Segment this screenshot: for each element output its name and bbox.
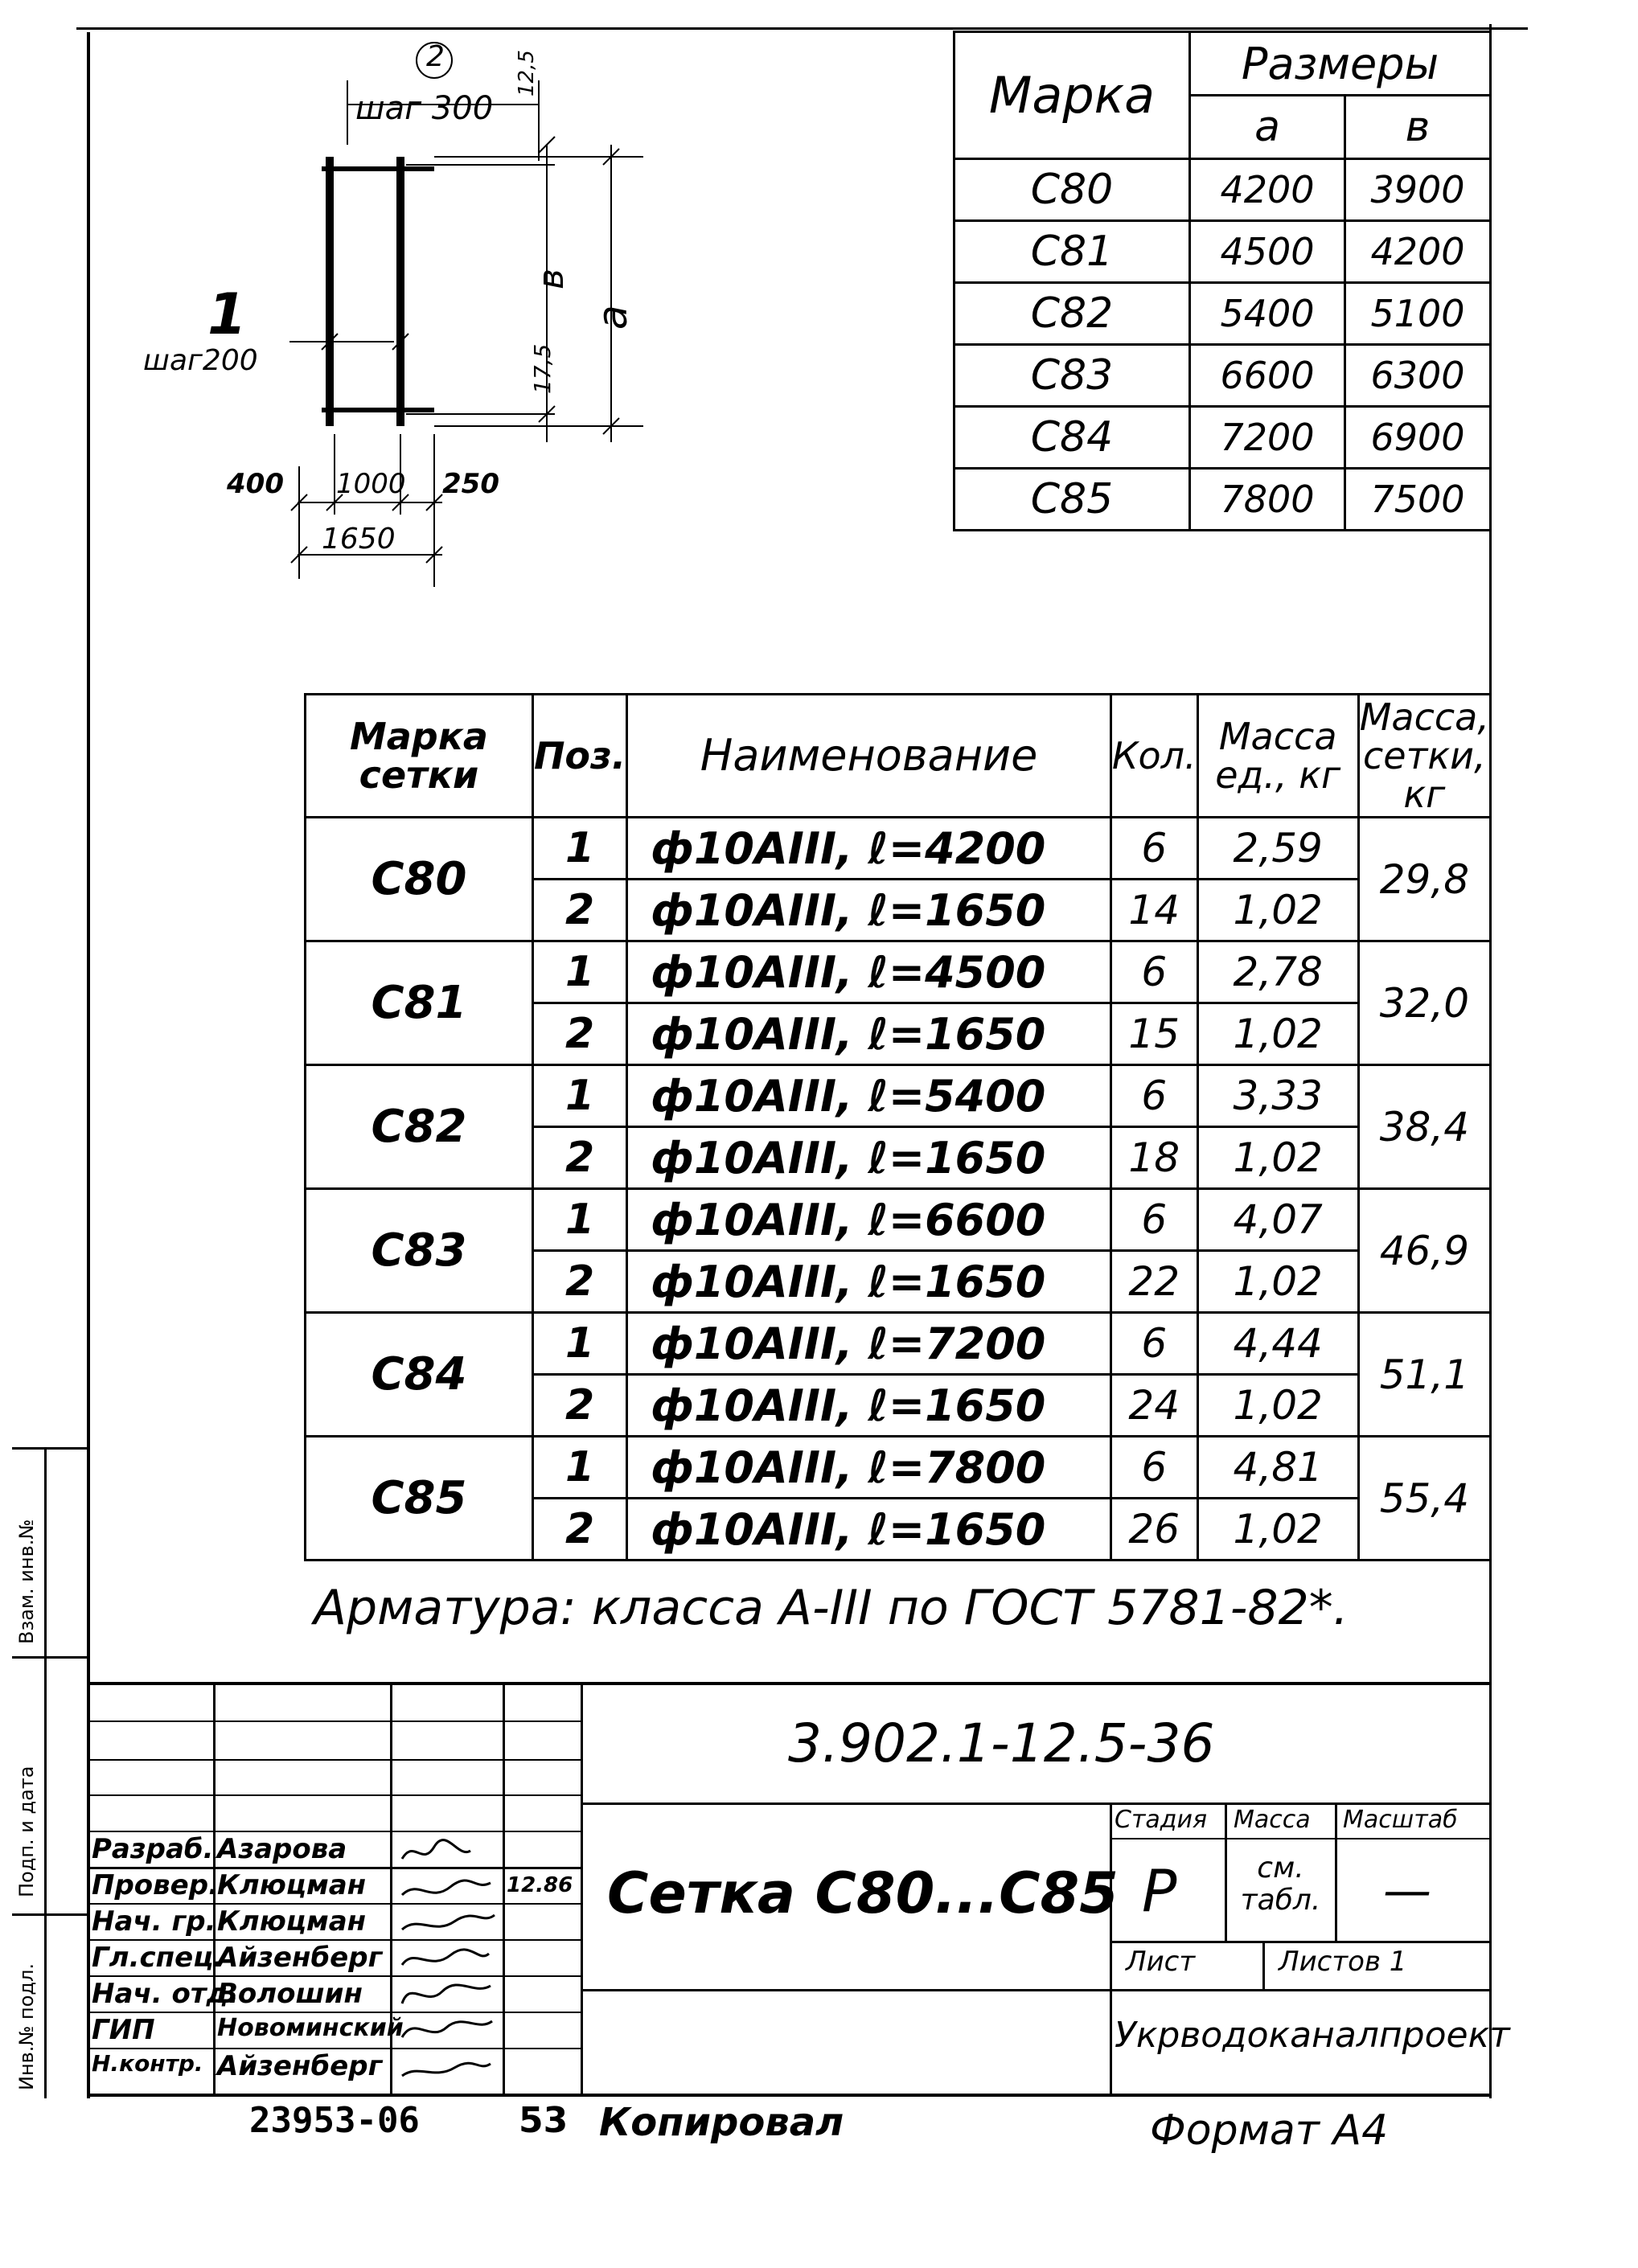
signer-role: Разраб. bbox=[92, 1833, 214, 1865]
spec-mass: 1,02 bbox=[1197, 1251, 1358, 1313]
dim-250: 250 bbox=[442, 468, 499, 500]
spec-header-marka: Марка сетки bbox=[306, 695, 533, 818]
dim-1650: 1650 bbox=[322, 523, 396, 556]
bar-label: 1 bbox=[207, 281, 247, 347]
spec-qty: 6 bbox=[1110, 818, 1197, 880]
specification-table bbox=[304, 693, 1492, 1561]
signer-name: Айзенберг bbox=[217, 1942, 383, 1974]
top-border bbox=[76, 27, 1528, 30]
spec-marka: С85 bbox=[306, 1437, 533, 1561]
sizes-b: 6300 bbox=[1345, 345, 1491, 407]
step-left-label: шаг200 bbox=[143, 344, 258, 377]
signer-role: Нач. отд. bbox=[92, 1978, 239, 2010]
table-row bbox=[954, 159, 1491, 221]
table-row bbox=[306, 818, 1491, 880]
signer-name: Новоминский bbox=[217, 2014, 404, 2042]
spec-name: ф10АIII, ℓ=4200 bbox=[627, 818, 1111, 880]
reinforcement-note: Арматура: класса А-III по ГОСТ 5781-82*. bbox=[314, 1580, 1349, 1636]
sizes-a: 4200 bbox=[1190, 159, 1345, 221]
spec-name: ф10АIII, ℓ=6600 bbox=[627, 1189, 1111, 1251]
signer-name: Клюцман bbox=[217, 1905, 367, 1938]
spec-mass: 1,02 bbox=[1197, 880, 1358, 941]
sizes-a: 6600 bbox=[1190, 345, 1345, 407]
table-row bbox=[306, 1065, 1491, 1127]
spec-mass: 1,02 bbox=[1197, 1127, 1358, 1189]
inventory-number: 23953-06 bbox=[249, 2100, 420, 2141]
sizes-marka: С82 bbox=[954, 283, 1190, 345]
spec-pos: 2 bbox=[532, 1003, 626, 1065]
dim-1000: 1000 bbox=[336, 468, 406, 500]
table-row bbox=[306, 1189, 1491, 1251]
sizes-header-a: а bbox=[1190, 96, 1345, 159]
signer-name: Волошин bbox=[217, 1978, 363, 2010]
spec-name: ф10АIII, ℓ=1650 bbox=[627, 1003, 1111, 1065]
mass-label: Масса bbox=[1234, 1806, 1311, 1834]
stage-value: Р bbox=[1142, 1857, 1177, 1925]
side-label-inv-orig: Инв.№ подл. bbox=[15, 1963, 38, 2090]
spec-total: 55,4 bbox=[1358, 1437, 1490, 1561]
spec-total: 38,4 bbox=[1358, 1065, 1490, 1189]
scale-label: Масштаб bbox=[1343, 1806, 1458, 1834]
dim-bottom-right: 17,5 bbox=[529, 343, 556, 394]
table-row bbox=[954, 407, 1491, 469]
spec-qty: 14 bbox=[1110, 880, 1197, 941]
spec-marka: С83 bbox=[306, 1189, 533, 1313]
table-row bbox=[954, 469, 1491, 531]
sizes-b: 4200 bbox=[1345, 221, 1491, 283]
spec-total: 32,0 bbox=[1358, 941, 1490, 1065]
date: 12.86 bbox=[507, 1873, 573, 1897]
sizes-a: 5400 bbox=[1190, 283, 1345, 345]
sizes-table bbox=[953, 31, 1492, 531]
spec-qty: 6 bbox=[1110, 1437, 1197, 1499]
spec-mass: 2,59 bbox=[1197, 818, 1358, 880]
sizes-a: 4500 bbox=[1190, 221, 1345, 283]
spec-name: ф10АIII, ℓ=1650 bbox=[627, 1499, 1111, 1561]
sizes-a: 7800 bbox=[1190, 469, 1345, 531]
sizes-marka: С83 bbox=[954, 345, 1190, 407]
spec-name: ф10АIII, ℓ=7200 bbox=[627, 1313, 1111, 1375]
spec-total: 29,8 bbox=[1358, 818, 1490, 941]
spec-name: ф10АIII, ℓ=5400 bbox=[627, 1065, 1111, 1127]
spec-pos: 2 bbox=[532, 880, 626, 941]
spec-header-qty: Кол. bbox=[1110, 695, 1197, 818]
spec-marka: С81 bbox=[306, 941, 533, 1065]
sizes-b: 6900 bbox=[1345, 407, 1491, 469]
spec-name: ф10АIII, ℓ=1650 bbox=[627, 1251, 1111, 1313]
spec-qty: 15 bbox=[1110, 1003, 1197, 1065]
spec-header-unit-mass: Масса ед., кг bbox=[1197, 695, 1358, 818]
mass-value: см. табл. bbox=[1240, 1852, 1321, 1917]
side-label-replace: Взам. инв.№ bbox=[15, 1519, 38, 1644]
spec-mass: 1,02 bbox=[1197, 1375, 1358, 1437]
table-row bbox=[954, 283, 1491, 345]
side-label-sign-date: Подп. и дата bbox=[15, 1766, 38, 1897]
spec-qty: 6 bbox=[1110, 1313, 1197, 1375]
spec-qty: 22 bbox=[1110, 1251, 1197, 1313]
spec-pos: 2 bbox=[532, 1251, 626, 1313]
spec-mass: 1,02 bbox=[1197, 1499, 1358, 1561]
scale-value: — bbox=[1383, 1863, 1431, 1919]
spec-header-pos: Поз. bbox=[532, 695, 626, 818]
organization: Укрводоканалпроект bbox=[1115, 2015, 1510, 2056]
signer-role: Нач. гр. bbox=[92, 1905, 216, 1938]
table-row bbox=[306, 1437, 1491, 1499]
spec-name: ф10АIII, ℓ=1650 bbox=[627, 1375, 1111, 1437]
sheet-label: Лист bbox=[1126, 1946, 1196, 1978]
spec-pos: 1 bbox=[532, 1065, 626, 1127]
spec-name: ф10АIII, ℓ=4500 bbox=[627, 941, 1111, 1003]
signer-name: Клюцман bbox=[217, 1869, 367, 1901]
sizes-header-sizes: Размеры bbox=[1190, 32, 1491, 96]
sizes-marka: С80 bbox=[954, 159, 1190, 221]
spec-qty: 18 bbox=[1110, 1127, 1197, 1189]
signatures bbox=[394, 1835, 499, 2092]
side-stamp bbox=[12, 1447, 88, 2098]
spec-pos: 1 bbox=[532, 1313, 626, 1375]
sizes-a: 7200 bbox=[1190, 407, 1345, 469]
spec-name: ф10АIII, ℓ=1650 bbox=[627, 880, 1111, 941]
spec-mass: 2,78 bbox=[1197, 941, 1358, 1003]
spec-mass: 4,07 bbox=[1197, 1189, 1358, 1251]
spec-mass: 3,33 bbox=[1197, 1065, 1358, 1127]
document-code: 3.902.1-12.5-36 bbox=[788, 1712, 1215, 1774]
page-number: 53 bbox=[519, 2100, 569, 2141]
spec-name: ф10АIII, ℓ=7800 bbox=[627, 1437, 1111, 1499]
circle-number: 2 bbox=[426, 40, 445, 73]
table-row bbox=[306, 1313, 1491, 1375]
dim-400: 400 bbox=[227, 468, 284, 500]
spec-qty: 6 bbox=[1110, 941, 1197, 1003]
sizes-b: 3900 bbox=[1345, 159, 1491, 221]
signer-role: Гл.спец. bbox=[92, 1942, 224, 1974]
sheets-label: Листов 1 bbox=[1279, 1946, 1407, 1978]
spec-mass: 1,02 bbox=[1197, 1003, 1358, 1065]
spec-pos: 1 bbox=[532, 818, 626, 880]
spec-marka: С84 bbox=[306, 1313, 533, 1437]
table-row bbox=[954, 221, 1491, 283]
spec-header-total-mass: Масса, сетки, кг bbox=[1359, 695, 1489, 817]
spec-marka: С82 bbox=[306, 1065, 533, 1189]
signer-name: Азарова bbox=[217, 1833, 347, 1865]
spec-pos: 1 bbox=[532, 1189, 626, 1251]
sizes-b: 7500 bbox=[1345, 469, 1491, 531]
sizes-marka: С84 bbox=[954, 407, 1190, 469]
spec-pos: 2 bbox=[532, 1375, 626, 1437]
spec-pos: 1 bbox=[532, 1437, 626, 1499]
spec-mass: 4,44 bbox=[1197, 1313, 1358, 1375]
sizes-b: 5100 bbox=[1345, 283, 1491, 345]
spec-pos: 1 bbox=[532, 941, 626, 1003]
stage-label: Стадия bbox=[1115, 1806, 1208, 1834]
dim-top-right: 12,5 bbox=[515, 50, 539, 96]
table-row bbox=[306, 941, 1491, 1003]
spec-qty: 26 bbox=[1110, 1499, 1197, 1561]
spec-qty: 24 bbox=[1110, 1375, 1197, 1437]
spec-qty: 6 bbox=[1110, 1189, 1197, 1251]
signer-role: ГИП bbox=[92, 2014, 155, 2046]
spec-total: 46,9 bbox=[1358, 1189, 1490, 1313]
sizes-header-marka: Марка bbox=[954, 32, 1190, 159]
spec-total: 51,1 bbox=[1358, 1313, 1490, 1437]
spec-qty: 6 bbox=[1110, 1065, 1197, 1127]
spec-mass: 4,81 bbox=[1197, 1437, 1358, 1499]
spec-pos: 2 bbox=[532, 1499, 626, 1561]
spec-marka: С80 bbox=[306, 818, 533, 941]
signer-role: Н.контр. bbox=[92, 2050, 203, 2077]
sizes-marka: С81 bbox=[954, 221, 1190, 283]
sizes-marka: С85 bbox=[954, 469, 1190, 531]
spec-name: ф10АIII, ℓ=1650 bbox=[627, 1127, 1111, 1189]
step-top-label: шаг 300 bbox=[355, 90, 494, 127]
sizes-header-b: в bbox=[1345, 96, 1491, 159]
copied-label: Копировал bbox=[599, 2100, 844, 2145]
dim-a-label: а bbox=[589, 305, 636, 330]
drawing-title: Сетка С80...С85 bbox=[607, 1860, 1119, 1926]
spec-header-name: Наименование bbox=[627, 695, 1111, 818]
signer-name: Айзенберг bbox=[217, 2050, 383, 2082]
spec-pos: 2 bbox=[532, 1127, 626, 1189]
title-block bbox=[88, 1682, 1510, 2096]
signer-role: Провер. bbox=[92, 1869, 219, 1901]
format-label: Формат А4 bbox=[1150, 2106, 1389, 2155]
table-row bbox=[954, 345, 1491, 407]
dim-b-label: в bbox=[531, 269, 572, 289]
